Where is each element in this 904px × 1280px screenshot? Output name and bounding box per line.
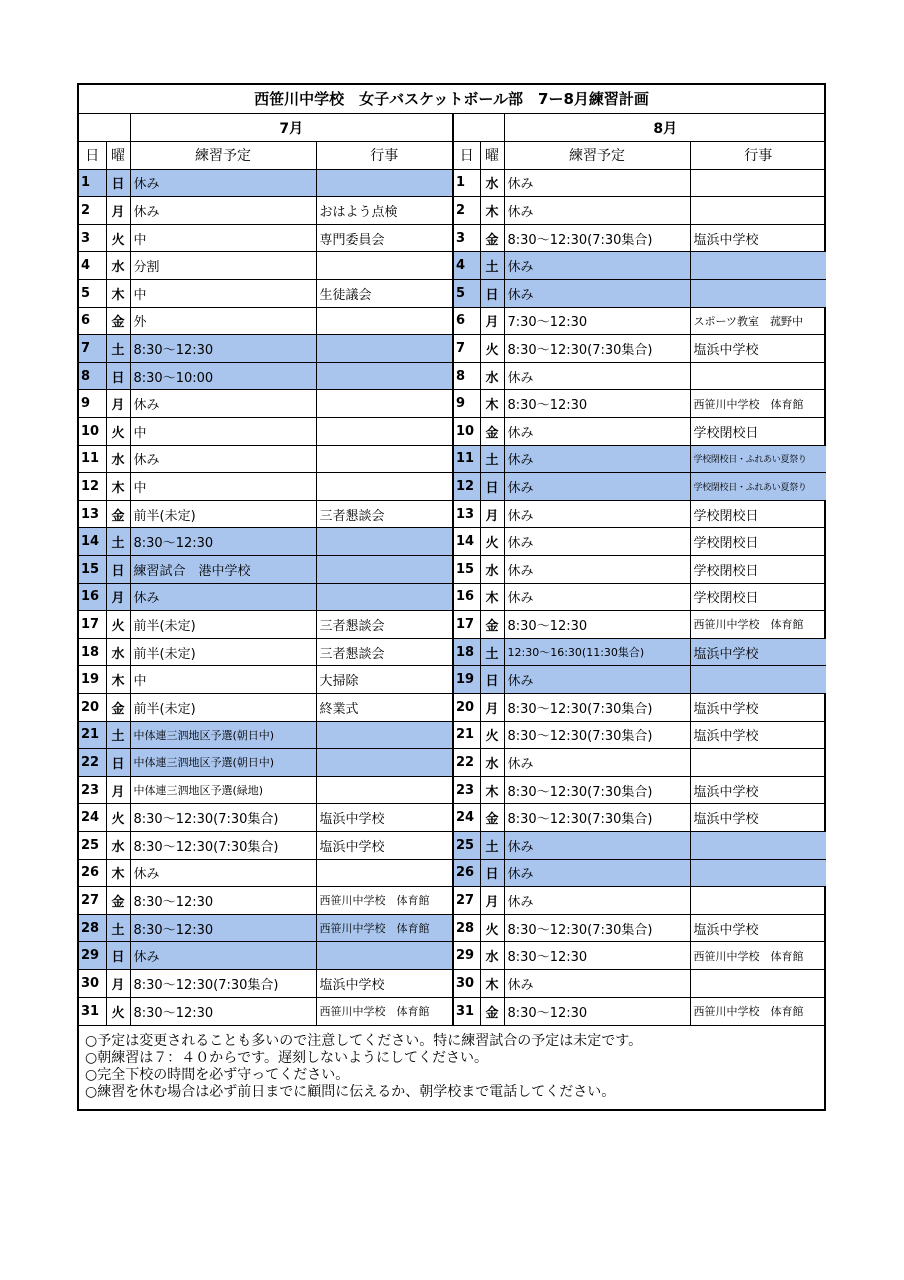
day-number: 15: [79, 556, 106, 584]
day-number: 30: [453, 969, 480, 997]
table-row: [79, 307, 826, 335]
practice-plan: 8:30～12:30: [130, 335, 316, 363]
event: [316, 335, 453, 363]
practice-plan: 7:30～12:30: [504, 307, 690, 335]
day-number: 26: [453, 859, 480, 887]
day-number: 9: [79, 390, 106, 418]
practice-plan: 休み: [504, 887, 690, 915]
day-number: 9: [453, 390, 480, 418]
practice-plan: 中: [130, 280, 316, 308]
practice-plan: 休み: [504, 583, 690, 611]
table-row: [79, 528, 826, 556]
practice-plan: 前半(未定): [130, 500, 316, 528]
event: 学校閉校日・ふれあい夏祭り: [690, 473, 826, 501]
practice-plan: 休み: [504, 859, 690, 887]
day-number: 24: [453, 804, 480, 832]
day-number: 4: [453, 252, 480, 280]
day-number: 23: [453, 776, 480, 804]
day-number: 16: [79, 583, 106, 611]
event: スポーツ教室 菰野中: [690, 307, 826, 335]
weekday: 土: [106, 335, 130, 363]
day-number: 1: [453, 169, 480, 197]
event: 塩浜中学校: [690, 804, 826, 832]
table-row: [79, 418, 826, 446]
event: [316, 556, 453, 584]
practice-plan: 練習試合 港中学校: [130, 556, 316, 584]
event: [690, 169, 826, 197]
practice-plan: 休み: [130, 197, 316, 225]
weekday: 火: [480, 721, 504, 749]
practice-plan: 休み: [130, 390, 316, 418]
weekday: 火: [106, 418, 130, 446]
note-line: ○完全下校の時間を必ず守ってください。: [85, 1066, 350, 1083]
practice-plan: 休み: [130, 942, 316, 970]
table-row: [79, 280, 826, 308]
page-title: 西笹川中学校 女子バスケットボール部 7ー8月練習計画: [79, 85, 824, 114]
weekday: 木: [106, 859, 130, 887]
event: [690, 362, 826, 390]
event: [316, 445, 453, 473]
practice-plan: 中体連三泗地区予選(緑地): [130, 776, 316, 804]
practice-plan: 休み: [504, 418, 690, 446]
event: [690, 749, 826, 777]
table-row: [79, 887, 826, 915]
practice-plan: 8:30～12:30: [130, 997, 316, 1025]
weekday: 水: [106, 252, 130, 280]
weekday: 土: [106, 914, 130, 942]
weekday: 火: [106, 804, 130, 832]
practice-plan: 8:30～12:30(7:30集合): [504, 804, 690, 832]
day-number: 31: [453, 997, 480, 1025]
table-row: [79, 197, 826, 225]
weekday: 日: [106, 169, 130, 197]
weekday: 土: [480, 252, 504, 280]
day-number: 14: [453, 528, 480, 556]
practice-plan: 8:30～12:30: [130, 528, 316, 556]
table-row: [79, 362, 826, 390]
event: 西笹川中学校 体育館: [690, 390, 826, 418]
event: 専門委員会: [316, 224, 453, 252]
practice-plan: 休み: [504, 500, 690, 528]
weekday: 土: [106, 528, 130, 556]
weekday: 月: [106, 776, 130, 804]
event: [316, 528, 453, 556]
event: [316, 473, 453, 501]
day-number: 21: [79, 721, 106, 749]
event: 三者懇談会: [316, 611, 453, 639]
day-number: 13: [79, 500, 106, 528]
table-row: [79, 997, 826, 1025]
weekday: 月: [106, 969, 130, 997]
event: 終業式: [316, 693, 453, 721]
table-row: [79, 556, 826, 584]
day-number: 19: [453, 666, 480, 694]
weekday: 水: [480, 942, 504, 970]
weekday: 日: [480, 859, 504, 887]
table-row: [79, 666, 826, 694]
month-august: 8月: [504, 114, 826, 142]
day-number: 29: [453, 942, 480, 970]
day-number: 27: [453, 887, 480, 915]
weekday: 月: [106, 390, 130, 418]
event: [690, 831, 826, 859]
weekday: 月: [480, 693, 504, 721]
event: 学校閉校日: [690, 583, 826, 611]
day-number: 6: [79, 307, 106, 335]
header-day: 日: [453, 142, 480, 170]
practice-plan: 休み: [504, 528, 690, 556]
day-number: 8: [453, 362, 480, 390]
weekday: 金: [106, 500, 130, 528]
event: 大掃除: [316, 666, 453, 694]
practice-plan: 休み: [504, 252, 690, 280]
practice-plan: 休み: [130, 445, 316, 473]
table-row: [79, 749, 826, 777]
column-header-row: [79, 142, 826, 170]
table-row: [79, 224, 826, 252]
practice-plan: 分割: [130, 252, 316, 280]
weekday: 金: [480, 997, 504, 1025]
schedule-table: [79, 114, 826, 1025]
event: 学校閉校日: [690, 556, 826, 584]
event: 西笹川中学校 体育館: [690, 611, 826, 639]
weekday: 土: [480, 831, 504, 859]
table-row: [79, 583, 826, 611]
table-row: [79, 611, 826, 639]
day-number: 5: [453, 280, 480, 308]
practice-plan: 8:30～10:00: [130, 362, 316, 390]
practice-plan: 8:30～12:30(7:30集合): [504, 335, 690, 363]
event: [316, 252, 453, 280]
header-weekday: 曜: [480, 142, 504, 170]
notes: [79, 1025, 824, 1109]
day-number: 7: [453, 335, 480, 363]
event: 塩浜中学校: [690, 224, 826, 252]
table-row: [79, 914, 826, 942]
weekday: 月: [106, 583, 130, 611]
event: [690, 969, 826, 997]
weekday: 木: [106, 473, 130, 501]
day-number: 11: [79, 445, 106, 473]
event: 塩浜中学校: [690, 638, 826, 666]
practice-plan: 休み: [504, 197, 690, 225]
practice-plan: 休み: [130, 583, 316, 611]
day-number: 13: [453, 500, 480, 528]
event: 学校閉校日: [690, 528, 826, 556]
event: 塩浜中学校: [690, 914, 826, 942]
table-row: [79, 831, 826, 859]
practice-plan: 前半(未定): [130, 693, 316, 721]
event: [690, 197, 826, 225]
event: 塩浜中学校: [690, 335, 826, 363]
practice-plan: 8:30～12:30: [504, 942, 690, 970]
practice-plan: 8:30～12:30: [130, 914, 316, 942]
day-number: 31: [79, 997, 106, 1025]
day-number: 30: [79, 969, 106, 997]
practice-plan: 8:30～12:30: [130, 887, 316, 915]
day-number: 29: [79, 942, 106, 970]
event: [316, 749, 453, 777]
weekday: 金: [106, 307, 130, 335]
day-number: 19: [79, 666, 106, 694]
day-number: 28: [79, 914, 106, 942]
day-number: 5: [79, 280, 106, 308]
day-number: 10: [79, 418, 106, 446]
day-number: 2: [79, 197, 106, 225]
table-row: [79, 638, 826, 666]
weekday: 木: [106, 666, 130, 694]
practice-plan: 8:30～12:30(7:30集合): [504, 914, 690, 942]
practice-plan: 8:30～12:30(7:30集合): [504, 693, 690, 721]
practice-plan: 外: [130, 307, 316, 335]
weekday: 金: [480, 224, 504, 252]
day-number: 22: [453, 749, 480, 777]
note-line: ○朝練習は７：４０からです。遅刻しないようにしてください。: [85, 1049, 488, 1066]
weekday: 木: [480, 776, 504, 804]
table-row: [79, 500, 826, 528]
table-row: [79, 969, 826, 997]
event: 塩浜中学校: [690, 693, 826, 721]
weekday: 火: [480, 914, 504, 942]
note-line: ○予定は変更されることも多いので注意してください。特に練習試合の予定は未定です。: [85, 1032, 643, 1049]
table-row: [79, 169, 826, 197]
weekday: 水: [480, 556, 504, 584]
table-row: [79, 693, 826, 721]
practice-plan: 8:30～12:30: [504, 390, 690, 418]
practice-plan: 中: [130, 473, 316, 501]
event: [690, 859, 826, 887]
event: 西笹川中学校 体育館: [316, 887, 453, 915]
weekday: 火: [106, 611, 130, 639]
weekday: 水: [106, 831, 130, 859]
table-row: [79, 252, 826, 280]
practice-plan: 休み: [504, 666, 690, 694]
event: 学校閉校日: [690, 418, 826, 446]
weekday: 日: [106, 942, 130, 970]
table-row: [79, 859, 826, 887]
event: 西笹川中学校 体育館: [690, 942, 826, 970]
day-number: 14: [79, 528, 106, 556]
event: 塩浜中学校: [690, 721, 826, 749]
weekday: 日: [106, 749, 130, 777]
practice-plan: 休み: [504, 556, 690, 584]
table-row: [79, 942, 826, 970]
day-number: 24: [79, 804, 106, 832]
weekday: 水: [480, 169, 504, 197]
event: 三者懇談会: [316, 638, 453, 666]
weekday: 月: [480, 500, 504, 528]
weekday: 土: [480, 638, 504, 666]
practice-plan: 休み: [504, 362, 690, 390]
practice-plan: 8:30～12:30(7:30集合): [504, 776, 690, 804]
weekday: 日: [106, 556, 130, 584]
day-number: 25: [79, 831, 106, 859]
day-number: 21: [453, 721, 480, 749]
day-number: 12: [79, 473, 106, 501]
header-practice: 練習予定: [504, 142, 690, 170]
event: [690, 887, 826, 915]
day-number: 10: [453, 418, 480, 446]
weekday: 水: [480, 362, 504, 390]
event: [316, 859, 453, 887]
day-number: 17: [79, 611, 106, 639]
table-row: [79, 804, 826, 832]
event: [316, 776, 453, 804]
day-number: 8: [79, 362, 106, 390]
note-line: ○練習を休む場合は必ず前日までに顧問に伝えるか、朝学校まで電話してください。: [85, 1083, 616, 1100]
day-number: 25: [453, 831, 480, 859]
practice-plan: 休み: [504, 473, 690, 501]
header-event: 行事: [690, 142, 826, 170]
practice-plan: 中: [130, 224, 316, 252]
day-number: 2: [453, 197, 480, 225]
practice-plan: 8:30～12:30(7:30集合): [504, 224, 690, 252]
weekday: 水: [106, 445, 130, 473]
weekday: 月: [106, 197, 130, 225]
practice-plan: 休み: [130, 169, 316, 197]
practice-plan: 休み: [504, 749, 690, 777]
weekday: 火: [106, 997, 130, 1025]
practice-plan: 休み: [504, 969, 690, 997]
day-number: 12: [453, 473, 480, 501]
event: [690, 666, 826, 694]
weekday: 金: [480, 611, 504, 639]
event: [316, 362, 453, 390]
day-number: 22: [79, 749, 106, 777]
weekday: 月: [480, 307, 504, 335]
day-number: 11: [453, 445, 480, 473]
event: [690, 252, 826, 280]
practice-plan: 中体連三泗地区予選(朝日中): [130, 721, 316, 749]
header-practice: 練習予定: [130, 142, 316, 170]
weekday: 日: [480, 666, 504, 694]
schedule-sheet: [77, 83, 826, 1111]
weekday: 金: [480, 804, 504, 832]
weekday: 火: [480, 335, 504, 363]
event: 学校閉校日: [690, 500, 826, 528]
weekday: 木: [480, 197, 504, 225]
header-day: 日: [79, 142, 106, 170]
day-number: 3: [79, 224, 106, 252]
header-weekday: 曜: [106, 142, 130, 170]
weekday: 木: [480, 390, 504, 418]
event: 塩浜中学校: [690, 776, 826, 804]
practice-plan: 休み: [504, 445, 690, 473]
day-number: 4: [79, 252, 106, 280]
weekday: 火: [480, 528, 504, 556]
weekday: 金: [106, 887, 130, 915]
event: 学校閉校日・ふれあい夏祭り: [690, 445, 826, 473]
event: [316, 721, 453, 749]
practice-plan: 中: [130, 666, 316, 694]
table-row: [79, 473, 826, 501]
weekday: 日: [480, 473, 504, 501]
day-number: 15: [453, 556, 480, 584]
event: 生徒議会: [316, 280, 453, 308]
event: 三者懇談会: [316, 500, 453, 528]
practice-plan: 中体連三泗地区予選(朝日中): [130, 749, 316, 777]
practice-plan: 8:30～12:30: [504, 611, 690, 639]
practice-plan: 12:30～16:30(11:30集合): [504, 638, 690, 666]
table-row: [79, 390, 826, 418]
weekday: 木: [480, 583, 504, 611]
day-number: 28: [453, 914, 480, 942]
practice-plan: 8:30～12:30(7:30集合): [130, 831, 316, 859]
day-number: 20: [453, 693, 480, 721]
month-header-row: [79, 114, 826, 142]
day-number: 20: [79, 693, 106, 721]
event: 塩浜中学校: [316, 969, 453, 997]
weekday: 日: [480, 280, 504, 308]
weekday: 日: [106, 362, 130, 390]
practice-plan: 休み: [504, 169, 690, 197]
day-number: 7: [79, 335, 106, 363]
weekday: 月: [480, 887, 504, 915]
header-event: 行事: [316, 142, 453, 170]
event: [316, 169, 453, 197]
day-number: 1: [79, 169, 106, 197]
weekday: 水: [480, 749, 504, 777]
event: [316, 942, 453, 970]
practice-plan: 中: [130, 418, 316, 446]
practice-plan: 8:30～12:30: [504, 997, 690, 1025]
day-number: 26: [79, 859, 106, 887]
practice-plan: 8:30～12:30(7:30集合): [130, 804, 316, 832]
weekday: 金: [106, 693, 130, 721]
event: 西笹川中学校 体育館: [690, 997, 826, 1025]
month-july: 7月: [130, 114, 453, 142]
event: [316, 583, 453, 611]
day-number: 17: [453, 611, 480, 639]
table-row: [79, 721, 826, 749]
weekday: 土: [480, 445, 504, 473]
practice-plan: 前半(未定): [130, 638, 316, 666]
event: 西笹川中学校 体育館: [316, 997, 453, 1025]
table-row: [79, 335, 826, 363]
day-number: 18: [79, 638, 106, 666]
practice-plan: 8:30～12:30(7:30集合): [504, 721, 690, 749]
day-number: 27: [79, 887, 106, 915]
event: [316, 390, 453, 418]
day-number: 18: [453, 638, 480, 666]
event: [316, 418, 453, 446]
practice-plan: 休み: [504, 831, 690, 859]
day-number: 6: [453, 307, 480, 335]
day-number: 16: [453, 583, 480, 611]
weekday: 火: [106, 224, 130, 252]
event: 西笹川中学校 体育館: [316, 914, 453, 942]
weekday: 金: [480, 418, 504, 446]
weekday: 木: [480, 969, 504, 997]
event: [316, 307, 453, 335]
weekday: 土: [106, 721, 130, 749]
event: 塩浜中学校: [316, 804, 453, 832]
practice-plan: 8:30～12:30(7:30集合): [130, 969, 316, 997]
table-row: [79, 776, 826, 804]
table-row: [79, 445, 826, 473]
day-number: 23: [79, 776, 106, 804]
event: 塩浜中学校: [316, 831, 453, 859]
event: [690, 280, 826, 308]
day-number: 3: [453, 224, 480, 252]
practice-plan: 休み: [504, 280, 690, 308]
event: おはよう点検: [316, 197, 453, 225]
weekday: 木: [106, 280, 130, 308]
practice-plan: 休み: [130, 859, 316, 887]
weekday: 水: [106, 638, 130, 666]
practice-plan: 前半(未定): [130, 611, 316, 639]
